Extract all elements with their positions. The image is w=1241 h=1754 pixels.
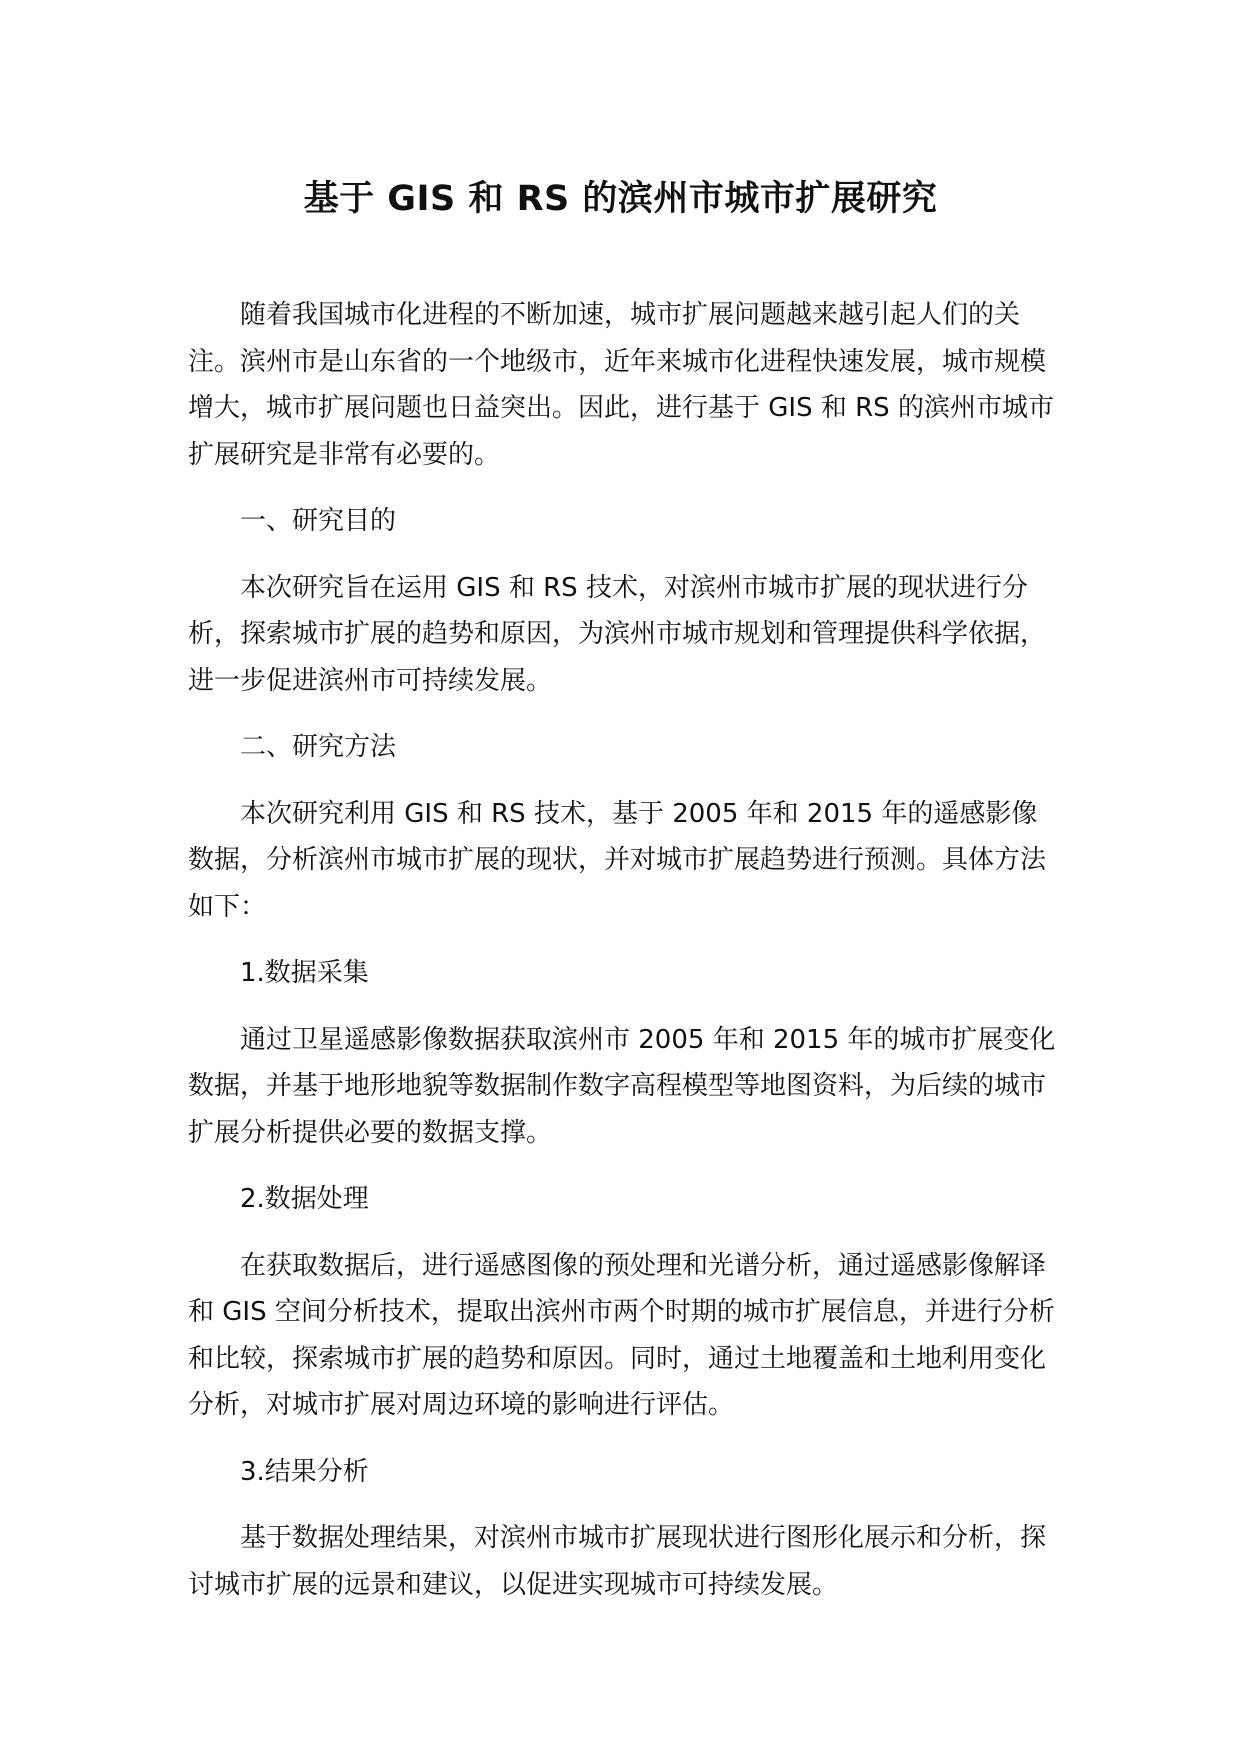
subheading-data-processing: 2.数据处理 xyxy=(240,1184,369,1214)
data-collection-paragraph: 通过卫星遥感影像数据获取滨州市 2005 年和 2015 年的城市扩展变化数据，并基于地形地貌等数据制作数字高程模型等地图资料，为后续的城市扩展分析提供必要的数据支撑。 xyxy=(188,1024,1056,1148)
method-paragraph: 本次研究利用 GIS 和 RS 技术，基于 2005 年和 2015 年的遥感影像数据，分析滨州市城市扩展的现状，并对城市扩展趋势进行预测。具体方法如下： xyxy=(188,798,1047,922)
result-analysis-paragraph: 基于数据处理结果，对滨州市城市扩展现状进行图形化展示和分析，探讨城市扩展的远景和建议，以促进实现城市可持续发展。 xyxy=(188,1523,1047,1600)
purpose-paragraph: 本次研究旨在运用 GIS 和 RS 技术，对滨州市城市扩展的现状进行分析，探索城市扩展的趋势和原因，为滨州市城市规划和管理提供科学依据，进一步促进滨州市可持续发展。 xyxy=(188,572,1047,696)
document-body xyxy=(188,292,1060,1628)
data-processing-paragraph: 在获取数据后，进行遥感图像的预处理和光谱分析，通过遥感影像解译和 GIS 空间分析技术，提取出滨州市两个时期的城市扩展信息，并进行分析和比较，探索城市扩展的趋势和原因。同时，通过土地覆盖和土地利用变化分析，对城市扩展对周边环境的影响进行评估。 xyxy=(188,1250,1055,1420)
section-heading-method: 二、研究方法 xyxy=(240,732,397,762)
subheading-data-collection: 1.数据采集 xyxy=(240,958,369,988)
document-title: 基于 GIS 和 RS 的滨州市城市扩展研究 xyxy=(303,179,938,219)
section-heading-purpose: 一、研究目的 xyxy=(240,506,397,536)
intro-paragraph: 随着我国城市化进程的不断加速，城市扩展问题越来越引起人们的关注。滨州市是山东省的一个地级市，近年来城市化进程快速发展，城市规模增大，城市扩展问题也日益突出。因此，进行基于 GIS 和 RS 的滨州市城市扩展研究是非常有必要的。 xyxy=(188,300,1054,470)
subheading-result-analysis: 3.结果分析 xyxy=(240,1456,369,1487)
